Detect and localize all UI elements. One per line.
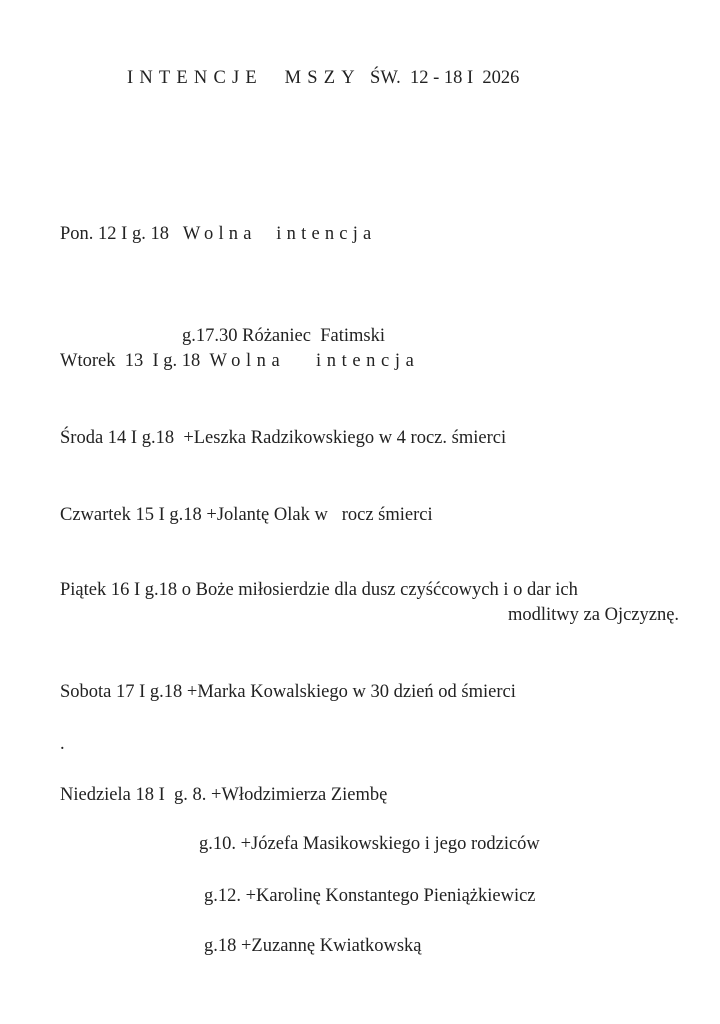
entry-sunday: Niedziela 18 I g. 8. +Włodzimierza Ziembę [60, 785, 388, 805]
entry-intention: Wolna intencja [209, 351, 420, 371]
entry-thursday: Czwartek 15 I g.18 +Jolantę Olak w rocz śmierci [60, 505, 433, 525]
entry-friday-continued: modlitwy za Ojczyznę. [508, 605, 680, 625]
entry-day: Pon. 12 I g. 18 [60, 224, 183, 244]
entry-wednesday: Środa 14 I g.18 +Leszka Radzikowskiego w 4 rocz. śmierci [60, 428, 507, 448]
entry-intention: Wolna intencja [182, 224, 377, 244]
entry-sunday-10: g.10. +Józefa Masikowskiego i jego rodziców [199, 834, 540, 854]
entry-tuesday [60, 352, 419, 371]
entry-monday [60, 225, 376, 244]
entry-sunday-12: g.12. +Karolinę Konstantego Pieniążkiewicz [204, 886, 536, 906]
page-title [127, 69, 519, 88]
entry-friday: Piątek 16 I g.18 o Boże miłosierdzie dla dusz czyśćcowych i o dar ich [60, 580, 578, 600]
entry-rosary: g.17.30 Różaniec Fatimski [182, 326, 385, 346]
separator-dot: . [60, 734, 65, 754]
entry-sunday-18: g.18 +Zuzannę Kwiatkowską [204, 936, 422, 956]
title-date-range: ŚW. 12 - 18 I 2026 [370, 68, 520, 88]
entry-saturday: Sobota 17 I g.18 +Marka Kowalskiego w 30 dzień od śmierci [60, 682, 516, 702]
entry-day: Wtorek 13 I g. 18 [60, 351, 210, 371]
title-main: INTENCJE MSZY [127, 68, 361, 88]
